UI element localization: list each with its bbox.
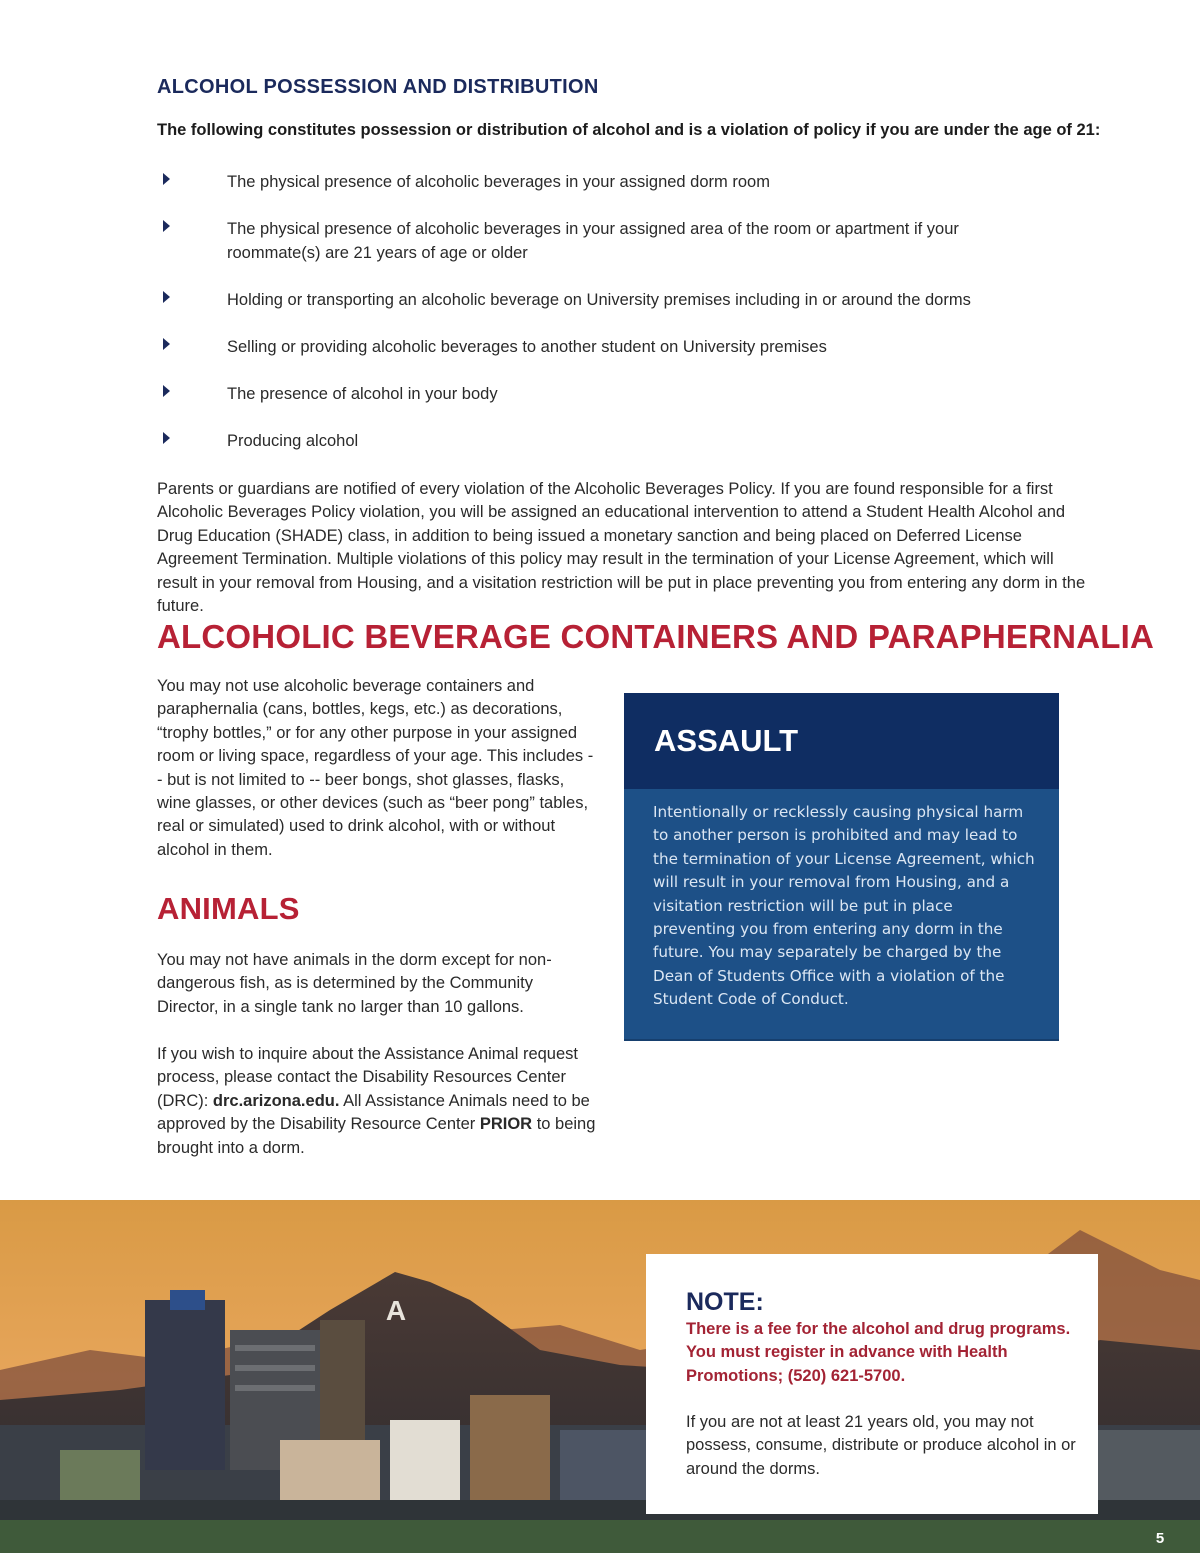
animals-paragraph: You may not have animals in the dorm except for non-dangerous fish, as is determined by the Community Director, in a single tank no larger than 10 gallons. xyxy=(157,951,552,1016)
section-heading-containers: ALCOHOLIC BEVERAGE CONTAINERS AND PARAPHERNALIA xyxy=(157,618,1154,655)
assault-title: ASSAULT xyxy=(654,723,799,758)
violation-paragraph: Parents or guardians are notified of every violation of the Alcoholic Beverages Policy. If you are found responsible for a first Alcoholic Beverages Policy violation, you will be assigned an educational intervention to attend a Student Health Alcohol and Drug Education (SHADE) class, in addition to being issued a monetary sanction and being placed on Deferred License Agreement Termination. Multiple violations of this policy may result in the termination of your License Agreement, which will result in your removal from Housing, and a visitation restriction will be put in place preventing you from entering any dorm in the future. xyxy=(157,480,1086,616)
note-box xyxy=(646,1254,1098,1514)
page-number: 5 xyxy=(1155,1530,1165,1547)
assault-text: Intentionally or recklessly causing physical harm to another person is prohibited and may lead to the termination of your License Agreement, which will result in your removal from Housing, and a visitation restriction will be put in place preventing you from entering any dorm in the future. You may separately be charged by the Dean of Students Office with a violation of the Student Code of Conduct. xyxy=(653,803,1035,1009)
containers-paragraph: You may not use alcoholic beverage containers and paraphernalia (cans, bottles, kegs, etc.) as decorations, “trophy bottles,” or for any other purpose in your assigned room or living space, regardless of your age. This includes -- but is not limited to -- beer bongs, shot glasses, flasks, wine glasses, or other devices (such as “beer pong” tables, real or simulated) used to drink alcohol, with or without alcohol in them. xyxy=(157,677,594,859)
triangle-bullet-icon xyxy=(163,220,170,232)
assistance-animal-paragraph: If you wish to inquire about the Assistance Animal request process, please contact the Disability Resources Center (DRC): drc.arizona.edu. All Assistance Animals need to be approved by the Disability Resource Center PRIOR to being brought into a dorm. xyxy=(157,1045,596,1157)
triangle-bullet-icon xyxy=(163,173,170,185)
triangle-bullet-icon xyxy=(163,432,170,444)
note-fee-text: There is a fee for the alcohol and drug programs. You must register in advance with Health Promotions; (520) 621-5700. xyxy=(686,1320,1071,1385)
assault-body xyxy=(624,789,1059,1041)
drc-link[interactable]: drc.arizona.edu. xyxy=(212,1091,340,1110)
section-heading-possession: ALCOHOL POSSESSION AND DISTRIBUTION xyxy=(157,76,599,98)
possession-intro: The following constitutes possession or distribution of alcohol and is a violation of policy if you are under the age of 21: xyxy=(157,121,1101,139)
triangle-bullet-icon xyxy=(163,291,170,303)
triangle-bullet-icon xyxy=(163,338,170,350)
section-heading-animals: ANIMALS xyxy=(157,891,300,926)
note-age-text: If you are not at least 21 years old, you may not possess, consume, distribute or produce alcohol in or around the dorms. xyxy=(686,1413,1076,1478)
triangle-bullet-icon xyxy=(163,385,170,397)
assault-header xyxy=(624,693,1059,789)
mountain-letter: A xyxy=(385,1295,407,1326)
note-title: NOTE: xyxy=(686,1288,764,1316)
